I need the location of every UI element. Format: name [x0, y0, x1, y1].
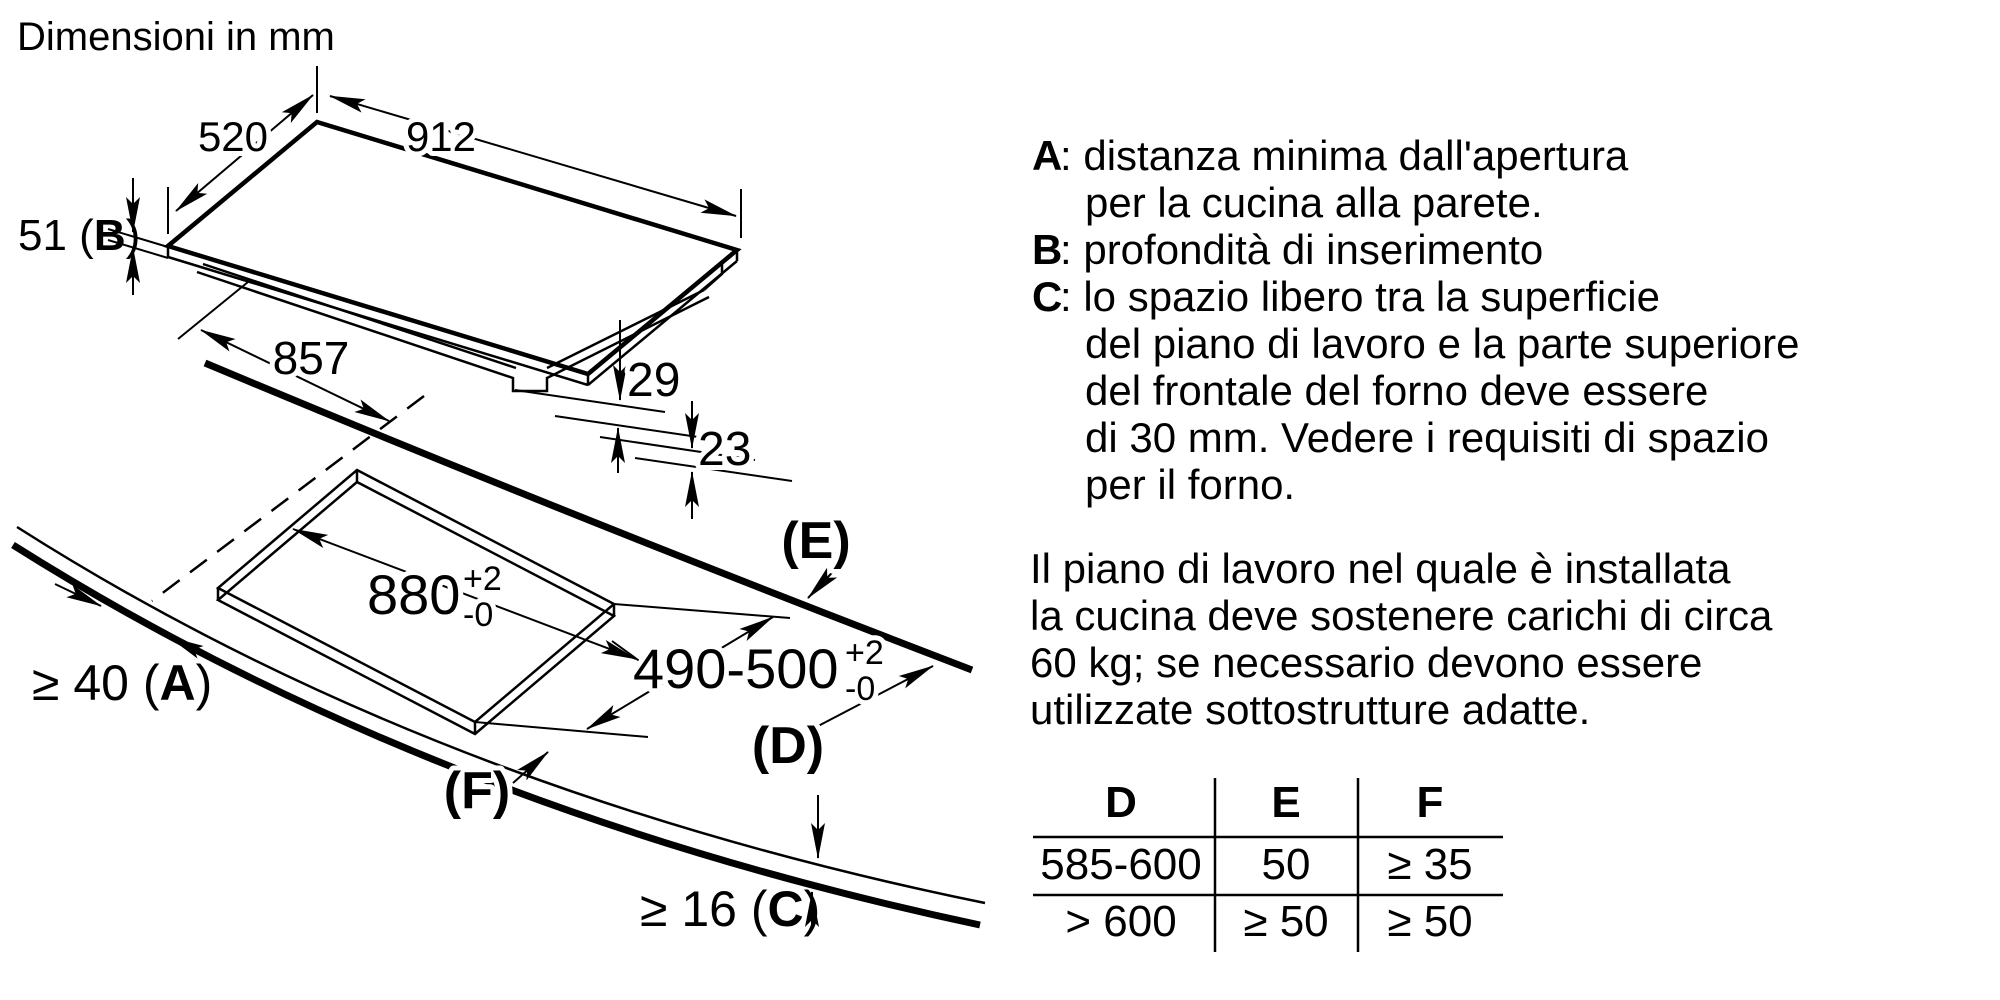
ext-857-left [178, 282, 248, 339]
table-header-e: E [1271, 778, 1301, 827]
note-line1: Il piano di lavoro nel quale è installata [1030, 545, 1731, 592]
legend-c-letter: C [1032, 273, 1063, 320]
dim-line-912 [330, 96, 736, 216]
legend-b-line1: : profondità di inserimento [1060, 226, 1544, 273]
label-e: (E) [781, 512, 851, 570]
table-cell-r2c3: ≥ 50 [1387, 897, 1473, 946]
load-note [1030, 545, 1773, 733]
cooktop-drawing [168, 122, 737, 391]
legend-c-line3: del frontale del forno deve essere [1085, 367, 1709, 414]
clearance-table [1033, 778, 1503, 952]
dim-912-label: 912 [405, 113, 477, 160]
note-line4: utilizzate sottostrutture adatte. [1030, 686, 1591, 733]
legend-c-line4: di 30 mm. Vedere i requisiti di spazio [1085, 414, 1769, 461]
dim-857-label: 857 [272, 332, 350, 384]
worktop-back-edge [205, 363, 972, 670]
legend-a-line2: per la cucina alla parete. [1085, 179, 1543, 226]
table-cell-r2c2: ≥ 50 [1243, 897, 1329, 946]
legend-c-line5: per il forno. [1085, 461, 1296, 508]
dim-b-label: 51 (B) [18, 211, 141, 260]
dim-880-tol-minus: -0 [463, 596, 494, 634]
note-line3: 60 kg; se necessario devono essere [1030, 639, 1703, 686]
legend-a-line1: : distanza minima dall'apertura [1060, 132, 1629, 179]
table-cell-r1c3: ≥ 35 [1387, 840, 1473, 889]
legend-b-letter: B [1032, 226, 1063, 273]
label-f: (F) [443, 762, 511, 820]
worktop-drawing [13, 363, 985, 925]
legend-c-line2: del piano di lavoro e la parte superiore [1085, 320, 1800, 367]
dim-490-tol-plus: +2 [845, 634, 884, 672]
label-d: (D) [751, 717, 825, 775]
table-cell-r2c1: > 600 [1065, 897, 1177, 946]
dim-880-tol-plus: +2 [463, 560, 502, 598]
table-header-f: F [1416, 778, 1444, 827]
dim-a-label: ≥ 40 (A) [32, 655, 213, 711]
dim-880-label: 880 [367, 563, 461, 626]
page-title: Dimensioni in mm [17, 15, 335, 59]
dim-c-label: ≥ 16 (C) [640, 881, 821, 937]
note-line2: la cucina deve sostenere carichi di circa [1030, 592, 1773, 639]
dim-490-label: 490-500 [633, 637, 839, 700]
dim-490-tol-minus: -0 [845, 670, 876, 708]
table-header-d: D [1105, 778, 1137, 827]
table-cell-r1c2: 50 [1261, 840, 1311, 889]
leader-f [513, 752, 548, 783]
dimension-labels [18, 113, 884, 937]
dim-23-label: 23 [698, 423, 752, 476]
table-cell-r1c1: 585-600 [1040, 840, 1202, 889]
dim-520-label: 520 [197, 113, 269, 160]
legend-a-letter: A [1032, 132, 1063, 179]
legend-c-line1: : lo spazio libero tra la superficie [1060, 273, 1660, 320]
dim-29-label: 29 [627, 354, 681, 407]
legend [1032, 132, 1799, 508]
